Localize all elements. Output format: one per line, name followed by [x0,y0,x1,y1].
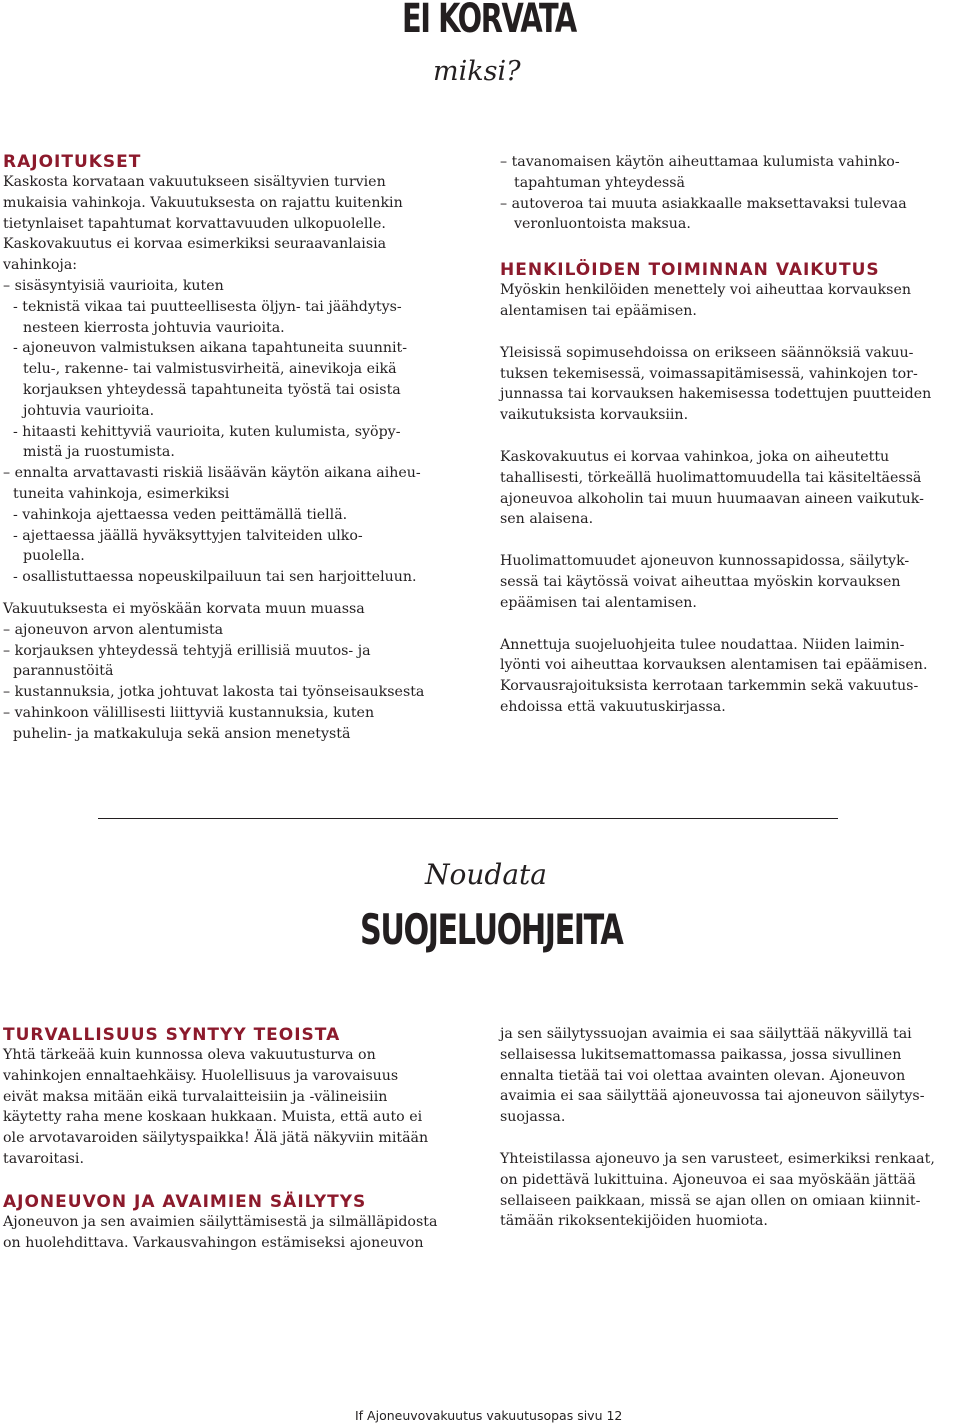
text-line: vahinkojen ennaltaehkäisy. Huolellisuus ja varovaisuus [3,1067,399,1084]
text-line: käytetty raha mene koskaan hukkaan. Muista, että auto ei [3,1109,423,1126]
bottom-left-column [3,1025,473,1253]
text-line: vaikutuksista korvauksiin. [500,407,689,424]
section-heading-rajoitukset: RAJOITUKSET [3,152,142,172]
list-item: – vahinkoon välillisesti liittyviä kustannuksia, kuten [3,704,375,721]
list-subitem: - vahinkoja ajettaessa veden peittämällä tiellä. [13,506,348,523]
text-line: alentamisen tai epäämisen. [500,302,697,319]
paragraph [500,1024,958,1128]
text-line: mukaisia vahinkoja. Vakuutuksesta on rajattu kuitenkin [3,194,403,211]
text-line: tämään rikoksentekijöiden huomiota. [500,1213,768,1230]
text-line: ehdoissa että vakuutuskirjassa. [500,698,726,715]
right-column [500,152,958,718]
text-line: sessä tai käytössä voivat aiheuttaa myöskin korvauksen [500,573,901,590]
list-item-cont: tuneita vahinkoja, esimerkiksi [13,485,230,502]
title-script-subtitle: miksi? [433,56,521,87]
list-subitem-cont: korjauksen yhteydessä tapahtuneita työstä tai osista [23,381,401,398]
left-column [3,152,473,745]
text-line: tavaroitasi. [3,1150,84,1167]
paragraph [500,447,958,530]
text-line: on pidettävä lukittuina. Ajoneuvoa ei saa myöskään jättää [500,1171,916,1188]
text-line: Kaskovakuutus ei korvaa esimerkiksi seuraavanlaisia [3,236,387,253]
list-item-cont: veronluontoista maksua. [514,216,691,233]
text-line: Korvausrajoituksista kerrotaan tarkemmin sekä vakuutus- [500,678,919,695]
rajoitukset-body [3,172,473,588]
section-divider [98,818,838,819]
list-item-cont: parannustöitä [13,663,114,680]
text-line: sellaisessa lukitsemattomassa paikassa, jossa sivullinen [500,1046,902,1063]
text-line: Kaskosta korvataan vakuutukseen sisältyvien turvien [3,174,386,190]
text-line: suojassa. [500,1109,566,1126]
list-item: – autoveroa tai muuta asiakkaalle maksettavaksi tulevaa [500,195,907,212]
text-line: Ajoneuvon ja sen avaimien säilyttämisestä ja silmälläpidosta [3,1213,438,1230]
text-line: ja sen säilytyssuojan avaimia ei saa säilyttää näkyvillä tai [500,1026,912,1042]
paragraph [500,1149,958,1232]
page-footer: If Ajoneuvovakuutus vakuutusopas sivu 12 [355,1408,623,1423]
list-item: – ennalta arvattavasti riskiä lisäävän käytön aikana aiheu- [3,465,421,482]
text-line: Yhtä tärkeää kuin kunnossa oleva vakuutusturva on [3,1047,376,1063]
text-line: tahallisesti, törkeällä huolimattomuudella tai käsiteltäessä [500,469,922,486]
list-item: – korjauksen yhteydessä tehtyjä erillisiä muutos- ja [3,642,371,659]
text-line: sellaiseen paikkaan, missä se ajan ollen on omiaan kiinnit- [500,1192,921,1209]
page-title: EI KORVATA [402,0,576,42]
text-line: Yleisissä sopimusehdoissa on erikseen säännöksiä vakuu- [500,344,914,361]
text-line: Kaskovakuutus ei korvaa vahinkoa, joka on aiheutettu [500,448,890,465]
list-item-cont: tapahtuman yhteydessä [514,174,685,191]
list-subitem: - ajettaessa jäällä hyväksyttyjen talviteiden ulko- [13,527,363,544]
text-line: Myöskin henkilöiden menettely voi aiheuttaa korvauksen [500,282,911,299]
list-item-cont: puhelin- ja matkakuluja sekä ansion menetystä [13,725,351,742]
bottom-right-column [500,1024,958,1232]
paragraph [3,1045,473,1170]
text-line: on huolehdittava. Varkausvahingon estämiseksi ajoneuvon [3,1234,424,1251]
list-subitem-cont: nesteen kierrosta johtuvia vaurioita. [23,319,285,336]
list-subitem: - teknistä vikaa tai puutteellisesta öljyn- tai jäähdytys- [13,298,402,315]
list-subitem-cont: johtuvia vaurioita. [23,402,155,419]
paragraph [3,1212,473,1254]
section-script-subtitle: Noudata [425,858,547,891]
text-line: Vakuutuksesta ei myöskään korvata muun muassa [3,600,365,617]
text-line: Huolimattomuudet ajoneuvon kunnossapidossa, säilytyk- [500,553,910,570]
text-line: tietynlaiset tapahtumat korvattavuuden ulkopuolelle. [3,215,386,232]
list-subitem: - ajoneuvon valmistuksen aikana tapahtuneita suunnit- [13,340,408,357]
text-line: tuksen tekemisessä, voimassapitämisessä, vahinkojen tor- [500,365,918,382]
section-heading-turvallisuus: TURVALLISUUS SYNTYY TEOISTA [3,1025,341,1045]
list-subitem-cont: telu-, rakenne- tai valmistusvirheitä, ainevikoja eikä [23,361,397,378]
text-line: epäämisen tai alentamisen. [500,594,697,611]
text-line: junnassa tai korvauksen hakemisessa todettujen puutteiden [500,386,932,403]
text-line: Annettuja suojeluohjeita tulee noudattaa. Niiden laimin- [500,636,905,653]
text-line: Yhteistilassa ajoneuvo ja sen varusteet, esimerkiksi renkaat, [500,1150,935,1167]
list-subitem-cont: puolella. [23,548,85,565]
text-line: vahinkoja: [3,257,78,274]
list-subitem: - hitaasti kehittyviä vaurioita, kuten kulumista, syöpy- [13,423,401,440]
list-item: – ajoneuvon arvon alentumista [3,621,224,638]
list-item: – kustannuksia, jotka johtuvat lakosta tai työnseisauksesta [3,684,425,701]
list-item: – tavanomaisen käytön aiheuttamaa kulumista vahinko- [500,154,900,170]
section-heading-sailytys: AJONEUVON JA AVAIMIEN SÄILYTYS [3,1191,367,1212]
excluded-costs-body [3,599,473,745]
paragraph [500,635,958,718]
text-line: ennalta tietää tai voi olettaa avainten olevan. Ajoneuvon [500,1067,906,1084]
excluded-list-cont [500,152,958,235]
text-line: lyönti voi aiheuttaa korvauksen alentamisen tai epäämisen. [500,657,928,674]
text-line: eivät maksa mitään eikä turvalaitteisiin ja -välineisiin [3,1088,388,1105]
section-title: SUOJELUOHJEITA [360,905,623,954]
text-line: sen alaisena. [500,511,594,528]
text-line: ole arvotavaroiden säilytyspaikka! Älä jätä näkyviin mitään [3,1130,429,1147]
text-line: ajoneuvoa alkoholin tai muun huumaavan aineen vaikutuk- [500,490,924,507]
paragraph [500,280,958,322]
text-line: avaimia ei saa säilyttää ajoneuvossa tai ajoneuvon säilytys- [500,1088,925,1105]
list-subitem-cont: mistä ja ruostumista. [23,444,175,461]
paragraph [500,551,958,613]
paragraph [500,343,958,426]
list-subitem: - osallistuttaessa nopeuskilpailuun tai sen harjoitteluun. [13,569,417,586]
list-item: – sisäsyntyisiä vaurioita, kuten [3,277,224,294]
section-heading-henkiloiden-toiminta: HENKILÖIDEN TOIMINNAN VAIKUTUS [500,260,880,281]
